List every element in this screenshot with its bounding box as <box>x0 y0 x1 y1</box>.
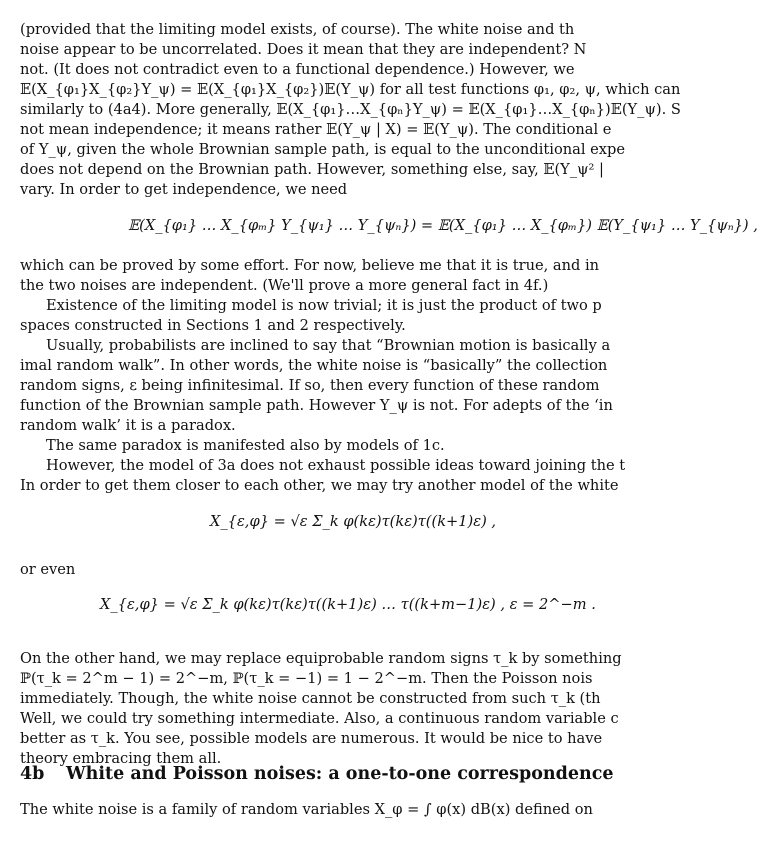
text-line: 𝔼(X_{φ₁}X_{φ₂}Y_ψ) = 𝔼(X_{φ₁}X_{φ₂})𝔼(Y_ψ) for all test functions φ₁, φ₂, ψ, which can <box>20 81 681 98</box>
text-line: better as τ_k. You see, possible models are numerous. It would be nice to have <box>20 730 603 747</box>
text-line: the two noises are independent. (We'll prove a more general fact in 4f.) <box>20 277 549 294</box>
text-line: random walk’ it is a paradox. <box>20 417 236 434</box>
text-line: vary. In order to get independence, we need <box>20 181 348 198</box>
paragraph-or-even <box>20 560 660 580</box>
text-line: (provided that the limiting model exists, of course). The white noise and th <box>20 21 575 38</box>
text-line: The same paradox is manifested also by models of 1c. <box>46 437 445 454</box>
text-line: Well, we could try something intermediate. Also, a continuous random variable c <box>20 710 619 727</box>
text-line: of Y_ψ, given the whole Brownian sample path, is equal to the unconditional expe <box>20 141 625 158</box>
text-line: The white noise is a family of random variables X_φ = ∫ φ(x) dB(x) defined on <box>20 801 593 818</box>
text-line: function of the Brownian sample path. However Y_ψ is not. For adepts of the ‘in <box>20 397 613 414</box>
text-line: In order to get them closer to each other, we may try another model of the white <box>20 477 619 494</box>
text-line: not. (It does not contradict even to a functional dependence.) However, we <box>20 61 575 78</box>
text-line: On the other hand, we may replace equiprobable random signs τ_k by something <box>20 650 622 667</box>
text-line: similarly to (4a4). More generally, 𝔼(X_{φ₁}…X_{φₙ}Y_ψ) = 𝔼(X_{φ₁}…X_{φₙ})𝔼(Y_ψ). S <box>20 101 681 118</box>
equation-model-one: X_{ε,φ} = √ε Σ_k φ(kε)τ(kε)τ((k+1)ε) , <box>210 513 497 530</box>
section-number: 4b <box>20 764 45 784</box>
text-line: However, the model of 3a does not exhaust possible ideas toward joining the t <box>46 457 626 474</box>
text-line: ℙ(τ_k = 2^m − 1) = 2^−m, ℙ(τ_k = −1) = 1 − 2^−m. Then the Poisson nois <box>20 670 593 687</box>
text-line: random signs, ε being infinitesimal. If so, then every function of these random <box>20 377 600 394</box>
paragraph-poisson <box>20 649 660 769</box>
text-line: not mean independence; it means rather 𝔼(Y_ψ | X) = 𝔼(Y_ψ). The conditional e <box>20 121 612 138</box>
text-line: or even <box>20 561 76 578</box>
text-line: Existence of the limiting model is now trivial; it is just the product of two p <box>46 297 602 314</box>
text-line: theory embracing them all. <box>20 750 222 767</box>
paragraph-models-1c <box>20 436 660 456</box>
paragraph-existence <box>20 296 660 336</box>
paragraph-model-3a <box>20 456 660 496</box>
text-line: Usually, probabilists are inclined to say that “Brownian motion is basically a <box>46 337 611 354</box>
text-line: noise appear to be uncorrelated. Does it mean that they are independent? N <box>20 41 587 58</box>
paragraph-independence <box>20 20 681 200</box>
equation-independence: 𝔼(X_{φ₁} … X_{φₘ} Y_{ψ₁} … Y_{ψₙ}) = 𝔼(X_{φ₁} … X_{φₘ}) 𝔼(Y_{ψ₁} … Y_{ψₙ}) , <box>128 217 758 234</box>
text-line: spaces constructed in Sections 1 and 2 respectively. <box>20 317 406 334</box>
paragraph-proof-note <box>20 256 660 296</box>
text-line: which can be proved by some effort. For now, believe me that it is true, and in <box>20 257 600 274</box>
equation-model-two: X_{ε,φ} = √ε Σ_k φ(kε)τ(kε)τ((k+1)ε) … τ((k+m−1)ε) , ε = 2^−m . <box>100 596 596 613</box>
paragraph-white-noise-def <box>20 800 660 820</box>
section-heading <box>20 764 614 784</box>
text-line: imal random walk”. In other words, the white noise is “basically” the collection <box>20 357 608 374</box>
section-title: White and Poisson noises: a one-to-one correspondence <box>66 764 614 784</box>
text-line: immediately. Though, the white noise cannot be constructed from such τ_k (th <box>20 690 601 707</box>
paragraph-paradox <box>20 336 660 436</box>
text-line: does not depend on the Brownian path. However, something else, say, 𝔼(Y_ψ² | <box>20 161 604 178</box>
